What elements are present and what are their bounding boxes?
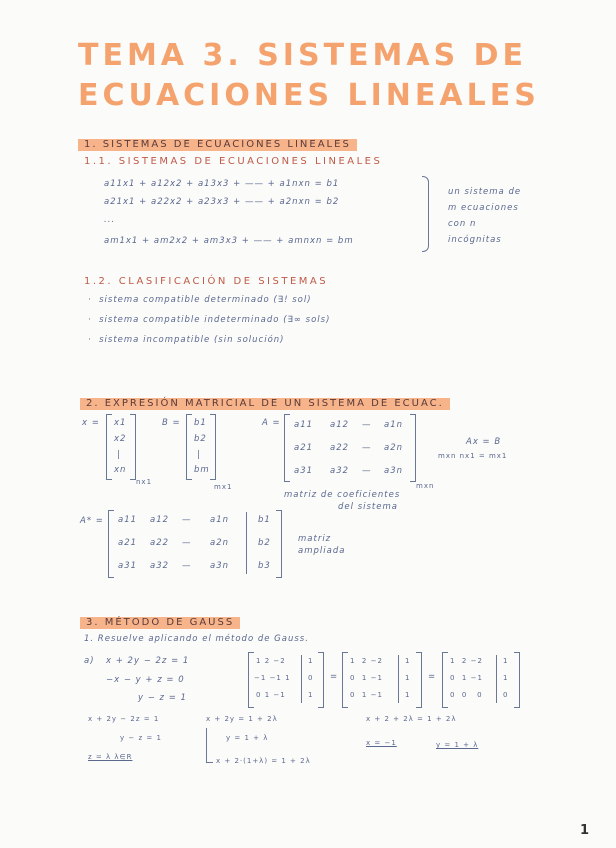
gauss-matrix-3-right xyxy=(514,652,520,708)
augmented-matrix-separator xyxy=(246,512,247,574)
equation-row-m: am1x1 + am2x2 + am3x3 + —— + amnxn = bm xyxy=(104,236,354,246)
note-line-4: incógnitas xyxy=(448,235,502,245)
gauss-matrix-2-rhs: 1 xyxy=(405,691,411,699)
note-line-3: con n xyxy=(448,219,477,229)
augmented-matrix-entry: a22 xyxy=(150,538,170,548)
solution-step: x + 2y − 2z = 1 xyxy=(88,715,160,723)
a-matrix-entry: a21 xyxy=(294,443,314,453)
page-number: 1 xyxy=(580,823,590,838)
augmented-caption-2: ampliada xyxy=(298,546,346,556)
a-matrix-entry: — xyxy=(362,420,372,430)
augmented-matrix-entry: a2n xyxy=(210,538,230,548)
solution-step: y − z = 1 xyxy=(120,734,162,742)
matrix-equation: Ax = B xyxy=(466,437,502,447)
augmented-matrix-label: A* = xyxy=(80,516,104,526)
system-equation: x + 2y − 2z = 1 xyxy=(106,656,190,666)
gauss-matrix-1-right xyxy=(318,652,324,708)
system-equation: y − z = 1 xyxy=(138,693,187,703)
a-matrix-caption-2: del sistema xyxy=(338,502,398,512)
solution-step: y = 1 + λ xyxy=(226,734,269,742)
exercise-task: 1. Resuelve aplicando el método de Gauss. xyxy=(84,634,309,644)
augmented-caption-1: matriz xyxy=(298,534,332,544)
a-matrix-dim: mxn xyxy=(416,482,435,490)
a-matrix-bracket-right xyxy=(410,414,416,482)
classification-item-3: · sistema incompatible (sin solución) xyxy=(88,335,285,345)
a-matrix-entry: — xyxy=(362,443,372,453)
section-1-2-subheading: 1.2. CLASIFICACIÓN DE SISTEMAS xyxy=(84,276,329,287)
gauss-matrix-3-row: 0 1 −1 xyxy=(450,674,483,682)
augmented-matrix-entry: — xyxy=(182,561,192,571)
augmented-matrix-entry: a11 xyxy=(118,515,138,525)
note-line-1: un sistema de xyxy=(448,187,522,197)
gauss-matrix-1-row: 1 2 −2 xyxy=(256,657,286,665)
solution-step: x + 2 + 2λ = 1 + 2λ xyxy=(366,715,457,723)
gauss-matrix-2-rhs: 1 xyxy=(405,657,411,665)
section-2-heading: 2. EXPRESIÓN MATRICIAL DE UN SISTEMA DE ECUAC. xyxy=(80,398,450,410)
x-vector-bracket-right xyxy=(130,414,136,480)
a-matrix-entry: a32 xyxy=(330,466,350,476)
gauss-matrix-3-rhs: 1 xyxy=(503,674,509,682)
section-1-1-subheading: 1.1. SISTEMAS DE ECUACIONES LINEALES xyxy=(84,156,383,167)
a-matrix-entry: a11 xyxy=(294,420,314,430)
augmented-matrix-bracket-right xyxy=(276,510,282,578)
title-line-2: ECUACIONES LINEALES xyxy=(78,78,540,113)
solution-step: x = −1 xyxy=(366,739,397,747)
a-matrix-entry: a22 xyxy=(330,443,350,453)
solution-step: x + 2·(1+λ) = 1 + 2λ xyxy=(216,757,311,765)
gauss-matrix-3-row: 0 0 0 xyxy=(450,691,483,699)
gauss-matrix-1-row: −1 −1 1 xyxy=(254,674,291,682)
system-equation: −x − y + z = 0 xyxy=(106,675,185,685)
gauss-matrix-2-row: 1 2 −2 xyxy=(350,657,383,665)
gauss-matrix-1-separator xyxy=(301,655,302,703)
gauss-matrix-3-rhs: 0 xyxy=(503,691,509,699)
classification-item-1: · sistema compatible determinado (∃! sol) xyxy=(88,295,312,305)
solution-step: y = 1 + λ xyxy=(436,741,479,749)
classification-item-2: · sistema compatible indeterminado (∃∞ sols) xyxy=(88,315,331,325)
solution-step: x + 2y = 1 + 2λ xyxy=(206,715,278,723)
augmented-matrix-entry: a3n xyxy=(210,561,230,571)
b-vector-entry: b2 xyxy=(194,434,207,444)
x-vector-entry: xn xyxy=(114,465,127,475)
a-matrix-entry: a3n xyxy=(384,466,404,476)
gauss-matrix-3-row: 1 2 −2 xyxy=(450,657,483,665)
curly-brace xyxy=(422,176,429,252)
equals-sign: = xyxy=(330,672,339,682)
solution-step: z = λ λ∈R xyxy=(88,753,133,761)
gauss-matrix-3-left xyxy=(442,652,448,708)
x-vector-bracket-left xyxy=(106,414,112,480)
note-line-2: m ecuaciones xyxy=(448,203,519,213)
b-vector-label: B = xyxy=(162,418,181,428)
a-matrix-entry: a31 xyxy=(294,466,314,476)
augmented-matrix-entry: b2 xyxy=(258,538,271,548)
a-matrix-entry: a1n xyxy=(384,420,404,430)
gauss-matrix-2-row: 0 1 −1 xyxy=(350,674,383,682)
gauss-matrix-1-row: 0 1 −1 xyxy=(256,691,286,699)
x-vector-dim: nx1 xyxy=(136,478,153,486)
b-vector-bracket-right xyxy=(210,414,216,480)
matrix-equation-dims: mxn nx1 = mx1 xyxy=(438,452,508,460)
title-line-1: TEMA 3. SISTEMAS DE xyxy=(78,38,528,73)
augmented-matrix-entry: — xyxy=(182,538,192,548)
b-vector-entry: bm xyxy=(194,465,210,475)
a-matrix-entry: — xyxy=(362,466,372,476)
section-1-heading: 1. SISTEMAS DE ECUACIONES LINEALES xyxy=(78,139,357,151)
arrow-connector xyxy=(206,728,213,763)
b-vector-dim: mx1 xyxy=(214,483,233,491)
equals-sign: = xyxy=(428,672,437,682)
x-vector-entry: x1 xyxy=(114,418,127,428)
gauss-matrix-2-separator xyxy=(398,655,399,703)
gauss-matrix-1-rhs: 1 xyxy=(308,657,314,665)
gauss-matrix-2-left xyxy=(342,652,348,708)
x-vector-entry: | xyxy=(117,450,121,460)
gauss-matrix-1-rhs: 1 xyxy=(308,691,314,699)
augmented-matrix-entry: b3 xyxy=(258,561,271,571)
augmented-matrix-entry: a1n xyxy=(210,515,230,525)
a-matrix-label: A = xyxy=(262,418,281,428)
exercise-label: a) xyxy=(84,656,95,666)
augmented-matrix-entry: a21 xyxy=(118,538,138,548)
augmented-matrix-entry: — xyxy=(182,515,192,525)
augmented-matrix-entry: a12 xyxy=(150,515,170,525)
x-vector-label: x = xyxy=(82,418,100,428)
gauss-matrix-2-row: 0 1 −1 xyxy=(350,691,383,699)
gauss-matrix-2-right xyxy=(416,652,422,708)
gauss-matrix-3-separator xyxy=(496,655,497,703)
augmented-matrix-bracket-left xyxy=(108,510,114,578)
section-3-heading: 3. MÉTODO DE GAUSS xyxy=(80,617,240,629)
augmented-matrix-entry: a32 xyxy=(150,561,170,571)
equation-row-2: a21x1 + a22x2 + a23x3 + —— + a2nxn = b2 xyxy=(104,197,340,207)
augmented-matrix-entry: b1 xyxy=(258,515,271,525)
a-matrix-entry: a12 xyxy=(330,420,350,430)
gauss-matrix-2-rhs: 1 xyxy=(405,674,411,682)
b-vector-entry: | xyxy=(197,450,201,460)
x-vector-entry: x2 xyxy=(114,434,127,444)
gauss-matrix-1-rhs: 0 xyxy=(308,674,314,682)
b-vector-entry: b1 xyxy=(194,418,207,428)
equation-dots: ... xyxy=(104,215,116,225)
a-matrix-entry: a2n xyxy=(384,443,404,453)
a-matrix-caption-1: matriz de coeficientes xyxy=(284,490,401,500)
equation-row-1: a11x1 + a12x2 + a13x3 + —— + a1nxn = b1 xyxy=(104,179,340,189)
b-vector-bracket-left xyxy=(186,414,192,480)
a-matrix-bracket-left xyxy=(284,414,290,482)
augmented-matrix-entry: a31 xyxy=(118,561,138,571)
gauss-matrix-3-rhs: 1 xyxy=(503,657,509,665)
